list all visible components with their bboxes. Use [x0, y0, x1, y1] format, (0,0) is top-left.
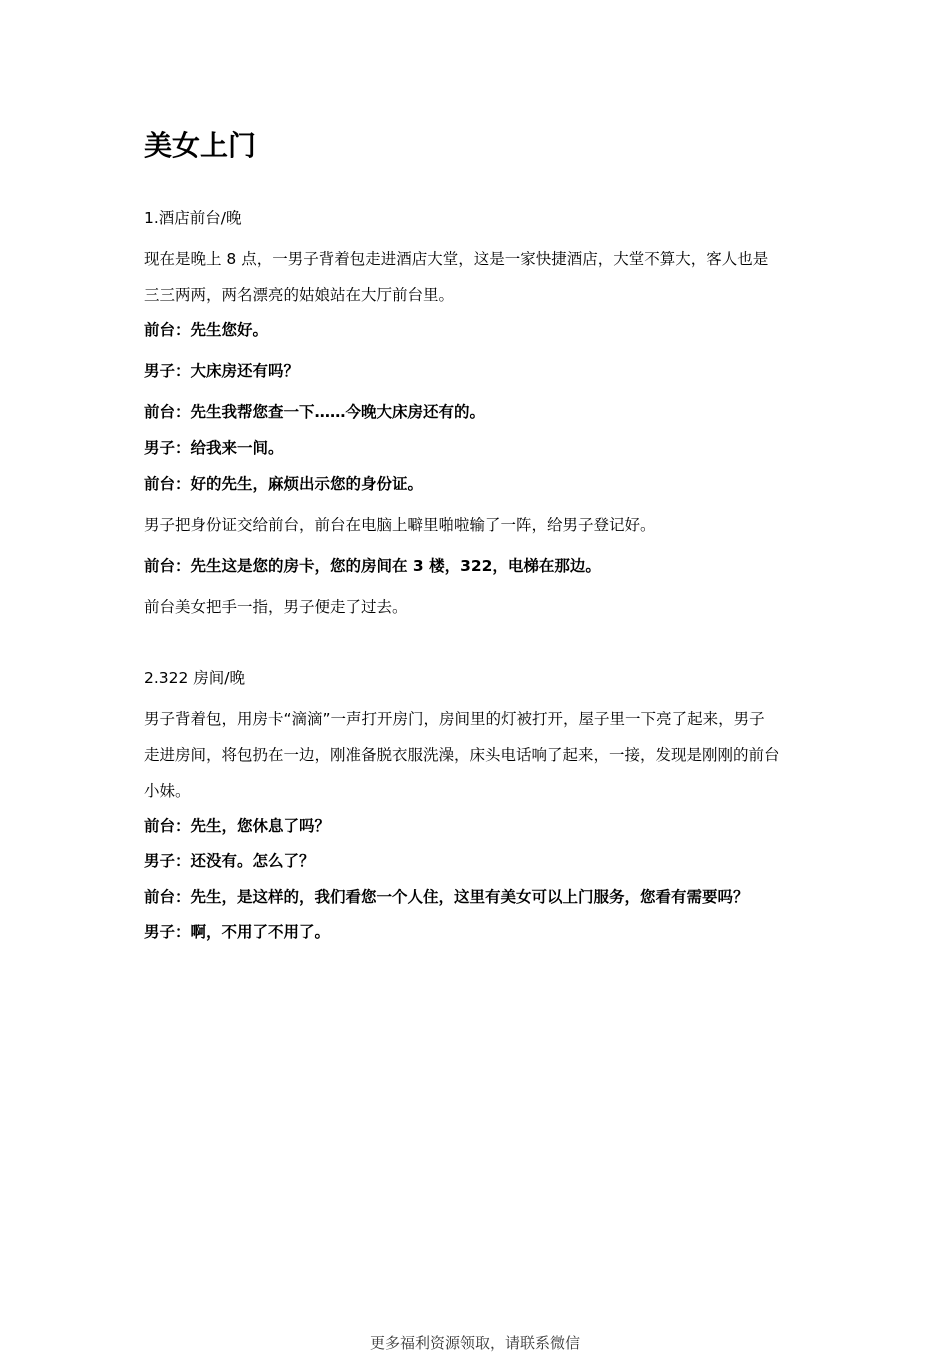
document-title: 美女上门 [144, 129, 257, 162]
dialogue-line: 男子：还没有。怎么了？ [144, 852, 315, 870]
dialogue-line: 前台：先生您好。 [144, 321, 269, 339]
scene-description: 走进房间，将包扔在一边，刚准备脱衣服洗澡，床头电话响了起来，一接，发现是刚刚的前台 [144, 746, 780, 764]
dialogue-line: 前台：先生这是您的房卡，您的房间在 3 楼，322，电梯在那边。 [144, 557, 601, 575]
footer-note: 更多福利资源领取，请联系微信 [369, 1334, 580, 1352]
scene-heading: 1.酒店前台/晚 [144, 209, 242, 227]
dialogue-line: 前台：好的先生，麻烦出示您的身份证。 [144, 475, 424, 493]
scene-description: 小妹。 [144, 782, 191, 800]
scene-heading: 2.322 房间/晚 [144, 669, 246, 687]
dialogue-line: 男子：大床房还有吗？ [144, 362, 300, 380]
dialogue-line: 男子：给我来一间。 [144, 439, 284, 457]
dialogue-line: 前台：先生，是这样的，我们看您一个人住，这里有美女可以上门服务，您看有需要吗？ [144, 888, 749, 906]
scene-description: 现在是晚上 8 点，一男子背着包走进酒店大堂，这是一家快捷酒店，大堂不算大，客人也是 [144, 250, 769, 268]
dialogue-line: 前台：先生我帮您查一下……今晚大床房还有的。 [144, 403, 486, 421]
dialogue-line: 男子：啊，不用了不用了。 [144, 923, 331, 941]
dialogue-line: 前台：先生，您休息了吗？ [144, 817, 331, 835]
action-line: 男子把身份证交给前台，前台在电脑上噼里啪啦输了一阵，给男子登记好。 [144, 516, 656, 534]
scene-description: 男子背着包，用房卡“滴滴”一声打开房门，房间里的灯被打开，屋子里一下亮了起来，男子 [144, 710, 765, 728]
scene-description: 三三两两，两名漂亮的姑娘站在大厅前台里。 [144, 286, 455, 304]
action-line: 前台美女把手一指，男子便走了过去。 [144, 598, 408, 616]
